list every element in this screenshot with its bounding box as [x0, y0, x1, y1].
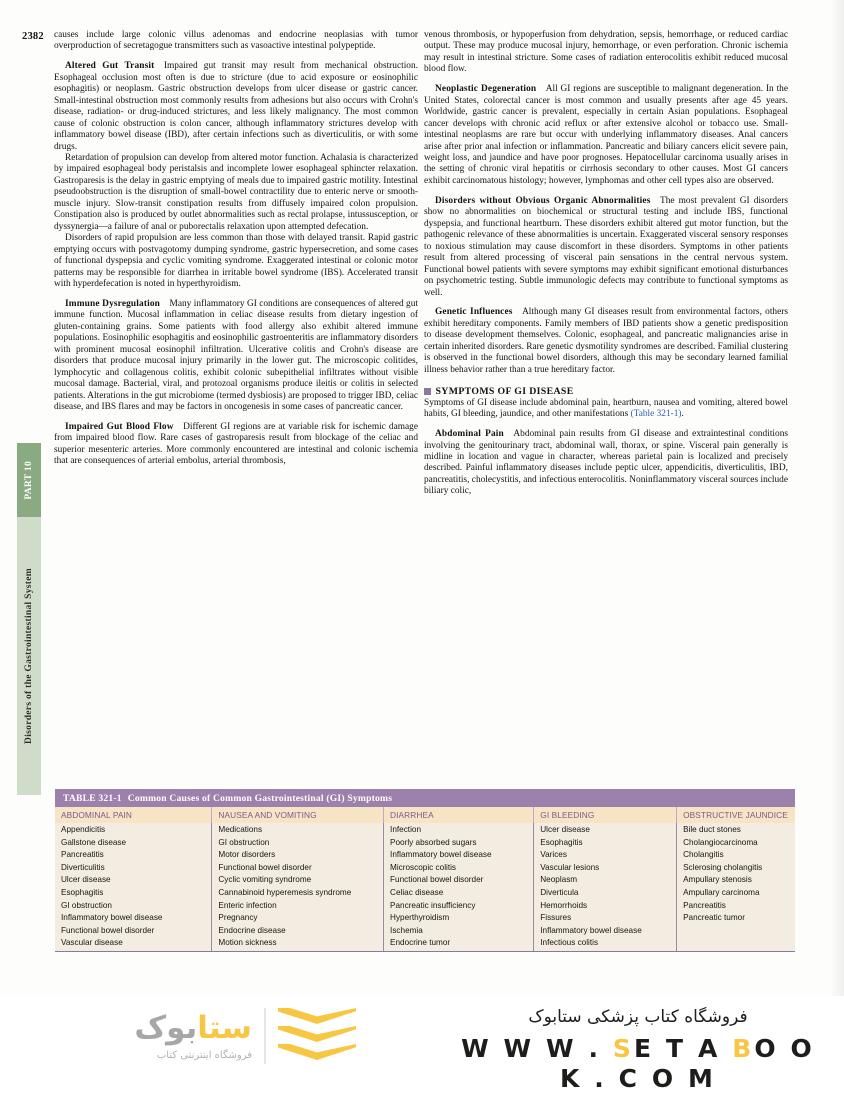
paragraph — [424, 429, 788, 498]
table-cell: Ulcer disease — [55, 874, 212, 887]
column-header-obstructive-jaundice: OBSTRUCTIVE JAUNDICE — [677, 807, 795, 823]
table-row — [55, 886, 795, 899]
logo-subtitle: فروشگاه اینترنتی کتاب — [156, 1050, 252, 1061]
table-title: Common Causes of Common Gastrointestinal (GI) Symptoms — [127, 792, 393, 804]
table-cell: Neoplasm — [534, 874, 677, 887]
paragraph — [424, 84, 788, 187]
paragraph — [54, 30, 418, 53]
part-tab-number-band — [17, 443, 41, 517]
table-cell: Enteric infection — [212, 899, 384, 912]
footer-tagline: فروشگاه کتاب پزشکی ستابوک — [528, 1007, 748, 1027]
paragraph-text: Different GI regions are at variable risk for ischemic damage from impaired blood flow. Rare cases of gastroparesis result from blockage of the celiac and superior mesenteric arteries. More commonly encountered are intestinal and colonic ischemia that are consequences of arterial embolus, arterial thrombosis, — [54, 422, 418, 467]
table-row — [55, 849, 795, 862]
section-heading — [424, 386, 788, 397]
table-cell: Pancreatic insufficiency — [384, 899, 534, 912]
table-cell: Ulcer disease — [534, 823, 677, 836]
table-cell — [677, 937, 795, 951]
url-part: O O K . C O M — [559, 1034, 815, 1093]
paragraph-text: Impaired gut transit may result from mechanical obstruction. Esophageal occlusion most often is due to stricture (due to acid exposure or eosinophilic esophagitis) or neoplasm. Gastric obstruction develops from ulcer disease or gastric cancer. Small-intestinal obstruction most commonly results from adhesions but also occurs with Crohn's disease, radiation- or drug-induced strictures, and less likely malignancy. The most common cause of colonic obstruction is colon cancer, although inflammatory strictures develop with inflammatory bowel disease (IBD), after certain infections such as diverticulitis, or with some drugs. — [54, 61, 418, 152]
chevron-icon — [278, 1008, 356, 1024]
paragraph-text: venous thrombosis, or hypoperfusion from dehydration, sepsis, hemorrhage, or reduced cardiac output. These may produce mucosal injury, hemorrhage, or even perforation. Chronic ischemia may result in intestinal stricture. Some cases of radiation enterocolitis exhibit reduced mucosal blood flow. — [424, 30, 788, 75]
section-bullet-icon — [424, 388, 431, 395]
table-row — [55, 861, 795, 874]
table-header-row-group — [55, 807, 795, 823]
logo-wordmark-grey: بوک — [134, 1010, 198, 1046]
table-row — [55, 836, 795, 849]
table-cell: Medications — [212, 823, 384, 836]
table-row — [55, 874, 795, 887]
paragraph — [424, 196, 788, 299]
table-cell — [677, 924, 795, 937]
run-in-heading: Impaired Gut Blood Flow — [65, 422, 174, 432]
table-row — [55, 924, 795, 937]
table-cell: Esophagitis — [55, 886, 212, 899]
table-cell: Cannabinoid hyperemesis syndrome — [212, 886, 384, 899]
part-tab-number: PART 10 — [24, 460, 34, 500]
paragraph-text-tail: . — [681, 409, 684, 420]
table-header-row — [55, 807, 795, 823]
table-cell: Pancreatitis — [677, 899, 795, 912]
table-cell: Ampullary stenosis — [677, 874, 795, 887]
run-in-heading: Disorders without Obvious Organic Abnormalities — [435, 195, 651, 206]
table-cell: Diverticulitis — [55, 861, 212, 874]
chevron-icon — [278, 1026, 356, 1042]
table-cell: Infection — [384, 823, 534, 836]
paragraph-text: The most prevalent GI disorders show no abnormalities on biochemical or structural testing and include IBS, functional dyspepsia, and functional heartburn. These disorders exhibit altered gut motor function, but the pathogenic relevance of these abnormalities is uncertain. Exaggerated visceral sensory responses to noxious stimulation may cause discomfort in these disorders. Symptoms in other patients result from altered processing of visceral pain sensations in the central nervous system. Functional bowel patients with severe symptoms may exhibit significant emotional disturbances on psychometric testing. Subtle immunologic defects may contribute to functional symptoms as well. — [424, 195, 788, 298]
section-heading-label: SYMPTOMS OF GI DISEASE — [435, 386, 574, 398]
table-cell: Infectious colitis — [534, 937, 677, 951]
table-cell: Gallstone disease — [55, 836, 212, 849]
setabook-logo[interactable] — [72, 1002, 412, 1074]
table-cell: Sclerosing cholangitis — [677, 861, 795, 874]
table-cell: Endocrine disease — [212, 924, 384, 937]
column-header-abdominal-pain: ABDOMINAL PAIN — [55, 807, 212, 823]
run-in-heading: Immune Dysregulation — [65, 298, 161, 309]
part-tab-title-band — [17, 517, 41, 795]
table-cell: Ampullary carcinoma — [677, 886, 795, 899]
url-highlight-s: S — [612, 1034, 635, 1063]
table-cell: Poorly absorbed sugars — [384, 836, 534, 849]
page-number: 2382 — [22, 31, 44, 42]
table-cell: GI obstruction — [55, 899, 212, 912]
paragraph — [424, 30, 788, 76]
table-cell: Bile duct stones — [677, 823, 795, 836]
table-cell: Inflammatory bowel disease — [534, 924, 677, 937]
table-cell: Pancreatic tumor — [677, 912, 795, 925]
table-cell: Vascular disease — [55, 937, 212, 951]
table-cell: Fissures — [534, 912, 677, 925]
part-tab-title: Disorders of the Gastrointestinal System — [24, 568, 34, 744]
body-column-right — [424, 30, 788, 498]
table-grid — [55, 807, 795, 951]
table-cell: Cholangitis — [677, 849, 795, 862]
table-cell: Pregnancy — [212, 912, 384, 925]
paragraph-text: Symptoms of GI disease include abdominal pain, heartburn, nausea and vomiting, altered bowel habits, GI bleeding, jaundice, and other manifestations — [424, 397, 788, 420]
footer-url[interactable] — [452, 1034, 824, 1094]
paragraph — [54, 153, 418, 233]
table-number: TABLE 321-1 — [63, 792, 122, 804]
table-321-1 — [55, 789, 795, 952]
chevron-stack-icon — [278, 1006, 356, 1068]
paragraph-text: All GI regions are susceptible to malignant degeneration. In the United States, colorectal cancer is most common and usually presents after age 45 years. Worldwide, gastric cancer is prevalent, especially in certain Asian populations. Esophageal cancer develops with chronic acid reflux or after extensive alcohol or tobacco use. Small-intestinal neoplasms are rare but occur with underlying inflammatory diseases. Anal cancers arise after prior anal infection or inflammation. Pancreatic and biliary cancers elicit severe pain, weight loss, and jaundice and have poor prognoses. Hepatocellular carcinoma usually arises in the setting of chronic viral hepatitis or cirrhosis secondary to other causes. Most GI cancers exhibit carcinomatous histology; however, lymphomas and other cell types also are observed. — [424, 84, 788, 186]
table-cell: Varices — [534, 849, 677, 862]
table-cell: Cyclic vomiting syndrome — [212, 874, 384, 887]
url-part: W W W . — [461, 1034, 613, 1063]
paragraph-text: Although many GI diseases result from environmental factors, others exhibit hereditary components. Family members of IBD patients show a genetic predisposition to disease development themselves. Colonic, esophageal, and pancreatic malignancies arise in certain inherited disorders. Rare genetic dysmotility syndromes are described. Familial clustering is observed in the functional bowel disorders, although this may be secondary learned familial illness behavior rather than a true hereditary factor. — [424, 307, 788, 375]
table-cell: Functional bowel disorder — [55, 924, 212, 937]
table-cell: Vascular lesions — [534, 861, 677, 874]
table-cell: Inflammatory bowel disease — [384, 849, 534, 862]
paragraph — [54, 299, 418, 414]
logo-wordmark — [72, 1006, 252, 1050]
scan-edge-shadow — [830, 0, 844, 996]
footer-text-block — [452, 1004, 824, 1094]
table-cell: GI obstruction — [212, 836, 384, 849]
table-cell: Microscopic colitis — [384, 861, 534, 874]
paragraph-text: Many inflammatory GI conditions are consequences of altered gut immune function. Mucosal inflammation in celiac disease results from dietary ingestion of gluten-containing grains. Some patients with food allergy also exhibit altered immune populations. Eosinophilic esophagitis and eosinophilic gastroenteritis are inflammatory disorders with prominent mucosal eosinophil infiltration. Ulcerative colitis and Crohn's disease are disorders that produce mucosal injury primarily in the lower gut. The microscopic colitides, lymphocytic and collagenous colitis, exhibit colonic subepithelial infiltrates without visible mucosal damage. Bacterial, viral, and protozoal organisms produce ileitis or colitis in selected patients. Alterations in the gut microbiome (termed dysbiosis) are proposed to trigger IBD, celiac disease, and IBS flares and may be factors in oncogenesis in some cases of pancreatic cancer. — [54, 298, 418, 413]
table-cross-reference-link[interactable]: (Table 321-1) — [630, 409, 682, 420]
table-body — [55, 823, 795, 950]
logo-wordmark-yellow: ستا — [197, 1010, 252, 1046]
table-cell: Appendicitis — [55, 823, 212, 836]
footer-watermark — [0, 996, 844, 1093]
paragraph — [424, 307, 788, 376]
paragraph-text: Abdominal pain results from GI disease and extraintestinal conditions involving the genitourinary tract, abdominal wall, thorax, or spine. Visceral pain generally is midline in location and vague in character, whereas parietal pain is localized and precisely described. Painful inflammatory diseases include peptic ulcer, appendicitis, diverticulitis, IBD, pancreatitis, cholecystitis, and infectious enterocolitis. Noninflammatory visceral sources include biliary colic, — [424, 429, 788, 497]
table-cell: Hemorrhoids — [534, 899, 677, 912]
table-cell: Hyperthyroidism — [384, 912, 534, 925]
paragraph — [424, 398, 788, 421]
table-cell: Motion sickness — [212, 937, 384, 951]
chevron-icon — [278, 1044, 356, 1060]
body-column-left — [54, 30, 418, 468]
table-row — [55, 937, 795, 951]
table-cell: Ischemia — [384, 924, 534, 937]
paragraph — [54, 422, 418, 468]
column-header-diarrhea: DIARRHEA — [384, 807, 534, 823]
paragraph-text: causes include large colonic villus adenomas and endocrine neoplasias with tumor overproduction of secretagogue transmitters such as vasoactive intestinal polypeptide. — [54, 30, 418, 52]
table-cell: Inflammatory bowel disease — [55, 912, 212, 925]
run-in-heading: Genetic Influences — [435, 307, 513, 318]
table-cell: Celiac disease — [384, 886, 534, 899]
table-row — [55, 899, 795, 912]
paragraph — [54, 61, 418, 153]
logo-divider — [264, 1008, 266, 1064]
run-in-heading: Abdominal Pain — [435, 429, 504, 440]
table-row — [55, 912, 795, 925]
table-cell: Esophagitis — [534, 836, 677, 849]
table-row — [55, 823, 795, 836]
table-cell: Cholangiocarcinoma — [677, 836, 795, 849]
column-header-gi-bleeding: GI BLEEDING — [534, 807, 677, 823]
paragraph — [54, 233, 418, 290]
url-part: E T A — [634, 1034, 733, 1063]
column-header-nausea-and-vomiting: NAUSEA AND VOMITING — [212, 807, 384, 823]
table-caption — [55, 789, 795, 807]
paragraph-text: Disorders of rapid propulsion are less common than those with delayed transit. Rapid gastric emptying occurs with postvagotomy dumping syndrome, gastric hypersecretion, and some cases of functional dyspepsia and cyclic vomiting syndrome. Exaggerated intestinal or colonic motor patterns may be responsible for diarrhea in irritable bowel syndrome (IBS). Accelerated transit with hyperdefecation is noted in hyperthyroidism. — [54, 233, 418, 290]
part-tab — [17, 443, 41, 795]
table-cell: Functional bowel disorder — [212, 861, 384, 874]
table-cell: Diverticula — [534, 886, 677, 899]
table-cell: Endocrine tumor — [384, 937, 534, 951]
run-in-heading: Neoplastic Degeneration — [435, 84, 537, 95]
table-cell: Motor disorders — [212, 849, 384, 862]
url-highlight-b: B — [732, 1034, 755, 1063]
table-cell: Functional bowel disorder — [384, 874, 534, 887]
table-cell: Pancreatitis — [55, 849, 212, 862]
paragraph-text: Retardation of propulsion can develop from altered motor function. Achalasia is characterized by impaired esophageal body peristalsis and incomplete lower esophageal sphincter relaxation. Gastroparesis is the delay in gastric emptying of meals due to impaired gastric motility. Intestinal pseudoobstruction is the disruption of small-bowel contractility due to enteric nerve or smooth-muscle injury. Slow-transit constipation results from diffusely impaired colon propulsion. Constipation also is produced by outlet abnormalities such as rectal prolapse, intussusception, or dyssynergia—a failure of anal or puborectalis relaxation upon attempted defecation. — [54, 153, 418, 232]
run-in-heading: Altered Gut Transit — [65, 61, 155, 72]
